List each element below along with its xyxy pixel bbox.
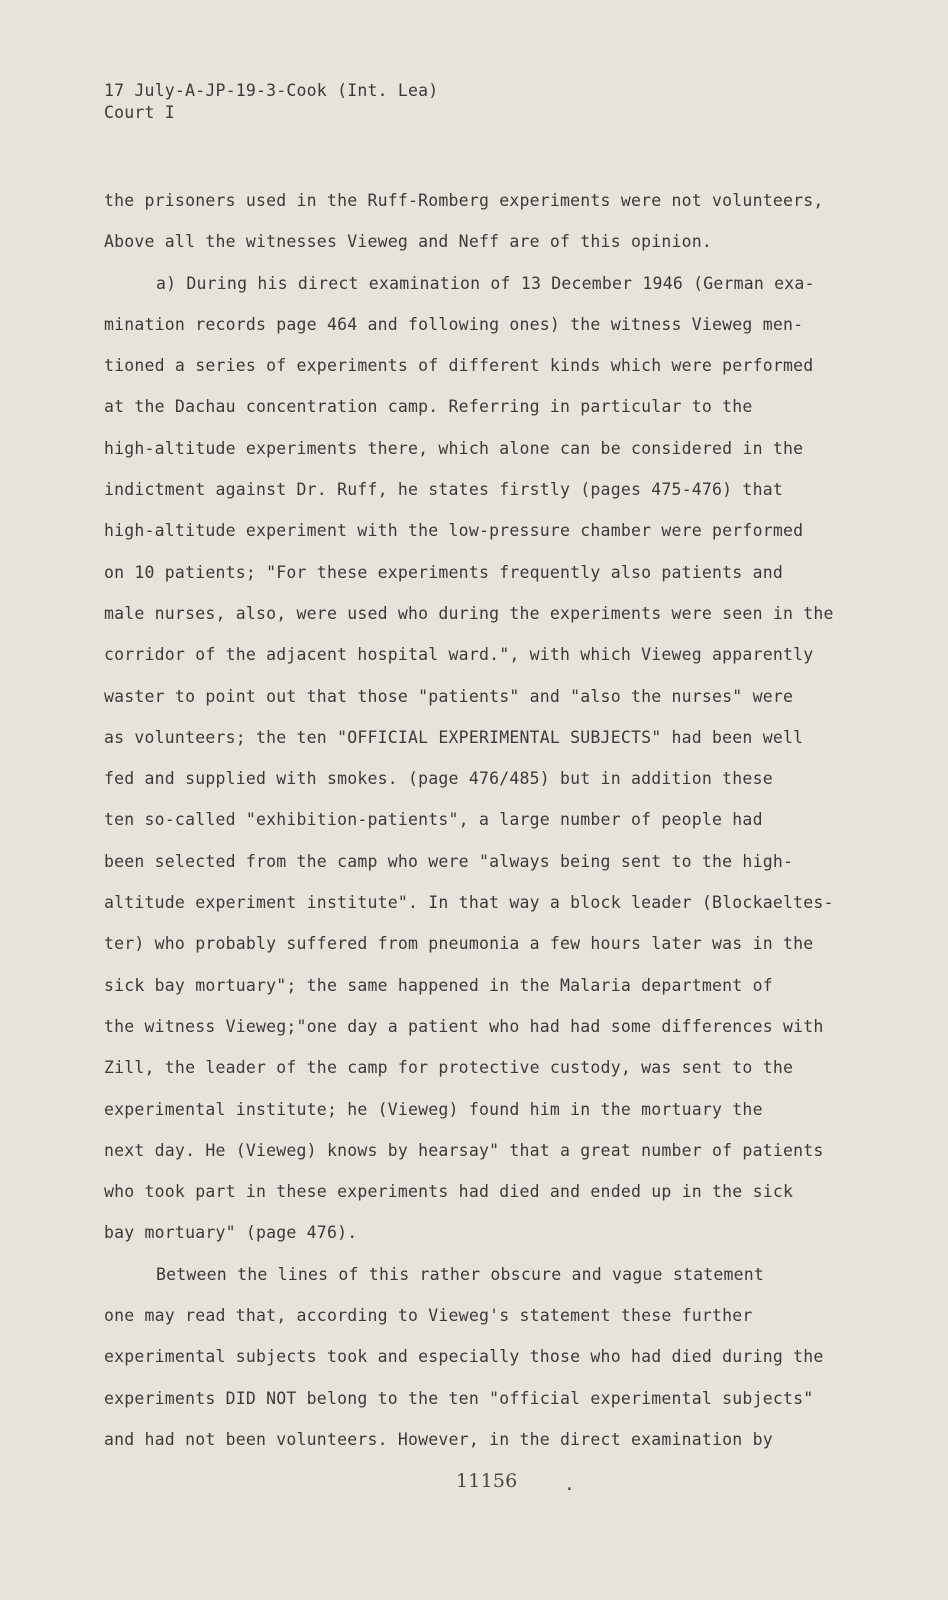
text-line: waster to point out that those "patients" and "also the nurses" were (104, 686, 794, 706)
header-court: Court I (104, 103, 175, 122)
page-mark: . (564, 1474, 576, 1495)
page-number: 11156 (456, 1470, 518, 1492)
text-line: next day. He (Vieweg) knows by hearsay" that a great number of patients (104, 1140, 824, 1160)
text-line: indictment against Dr. Ruff, he states firstly (pages 475-476) that (104, 480, 783, 500)
text-line: fed and supplied with smokes. (page 476/485) but in addition these (104, 769, 773, 789)
text-line: male nurses, also, were used who during the experiments were seen in the (104, 603, 834, 623)
text-line: Above all the witnesses Vieweg and Neff are of this opinion. (104, 232, 713, 252)
text-line: been selected from the camp who were "always being sent to the high- (104, 851, 794, 871)
text-line: experimental institute; he (Vieweg) found him in the mortuary the (104, 1099, 763, 1119)
text-line: and had not been volunteers. However, in the direct examination by (104, 1429, 773, 1449)
header-reference: 17 July-A-JP-19-3-Cook (Int. Lea) (104, 81, 439, 100)
text-line: high-altitude experiments there, which alone can be considered in the (104, 438, 804, 458)
text-line: high-altitude experiment with the low-pressure chamber were performed (104, 521, 804, 541)
text-line: as volunteers; the ten "OFFICIAL EXPERIMENTAL SUBJECTS" had been well (104, 727, 804, 747)
text-line: a) During his direct examination of 13 December 1946 (German exa- (156, 273, 815, 293)
text-line: sick bay mortuary"; the same happened in the Malaria department of (104, 975, 773, 995)
text-line: ter) who probably suffered from pneumonia a few hours later was in the (104, 934, 814, 954)
text-line: corridor of the adjacent hospital ward.", with which Vieweg apparently (104, 645, 814, 665)
text-line: experimental subjects took and especially those who had died during the (104, 1347, 824, 1367)
text-line: on 10 patients; "For these experiments frequently also patients and (104, 562, 783, 582)
text-line: experiments DID NOT belong to the ten "official experimental subjects" (104, 1388, 814, 1408)
text-line: at the Dachau concentration camp. Referring in particular to the (104, 397, 753, 417)
text-line: bay mortuary" (page 476). (104, 1223, 358, 1243)
text-line: mination records page 464 and following ones) the witness Vieweg men- (104, 314, 804, 334)
text-line: ten so-called "exhibition-patients", a large number of people had (104, 810, 763, 830)
text-line: Between the lines of this rather obscure and vague statement (156, 1264, 765, 1284)
document-header (104, 80, 438, 124)
text-line: the prisoners used in the Ruff-Romberg experiments were not volunteers, (104, 191, 824, 210)
text-line: the witness Vieweg;"one day a patient who had had some differences with (104, 1016, 824, 1036)
text-line: altitude experiment institute". In that way a block leader (Blockaeltes- (104, 893, 834, 913)
document-body (104, 180, 864, 1460)
text-line: Zill, the leader of the camp for protective custody, was sent to the (104, 1058, 794, 1078)
text-line: tioned a series of experiments of different kinds which were performed (104, 356, 814, 376)
text-line: one may read that, according to Vieweg's statement these further (104, 1306, 753, 1326)
text-line: who took part in these experiments had died and ended up in the sick (104, 1182, 794, 1202)
